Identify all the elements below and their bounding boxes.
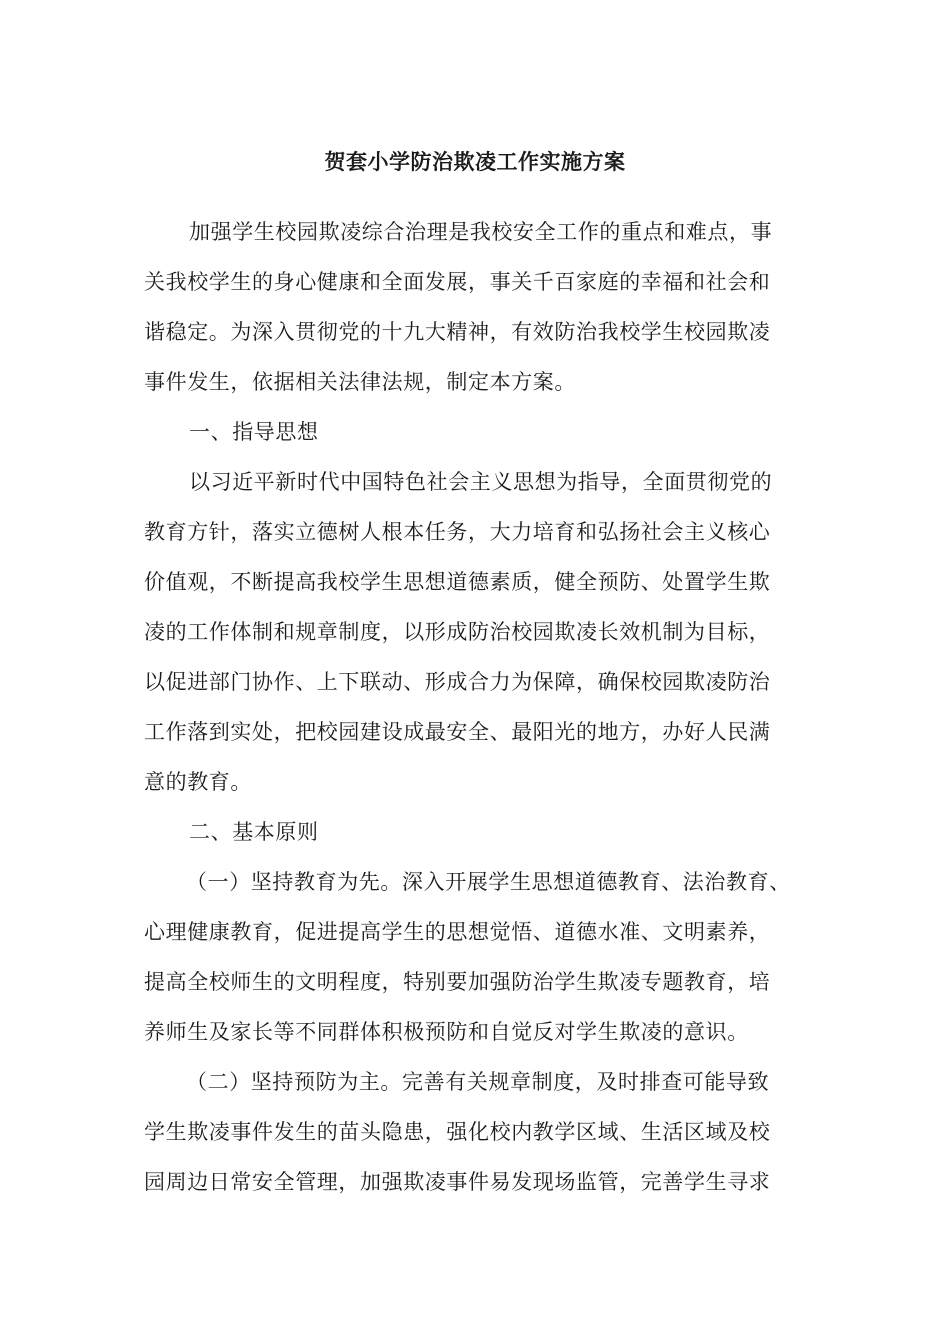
paragraph-line: （一）坚持教育为先。深入开展学生思想道德教育、法治教育、 xyxy=(186,870,791,894)
paragraph-line: 工作落到实处，把校园建设成最安全、最阳光的地方，办好人民满 xyxy=(144,720,771,744)
paragraph-line: 谐稳定。为深入贯彻党的十九大精神，有效防治我校学生校园欺凌 xyxy=(144,320,771,344)
paragraph-line: 教育方针，落实立德树人根本任务，大力培育和弘扬社会主义核心 xyxy=(144,520,771,544)
section-heading: 二、基本原则 xyxy=(189,820,319,844)
paragraph-line: 意的教育。 xyxy=(144,770,252,794)
document-body xyxy=(144,214,824,1214)
paragraph-line: 学生欺凌事件发生的苗头隐患，强化校内教学区域、生活区域及校 xyxy=(144,1120,771,1144)
paragraph-line: 凌的工作体制和规章制度，以形成防治校园欺凌长效机制为目标， xyxy=(144,620,771,644)
paragraph-line: 园周边日常安全管理，加强欺凌事件易发现场监管，完善学生寻求 xyxy=(144,1170,771,1194)
paragraph-line: 价值观，不断提高我校学生思想道德素质，健全预防、处置学生欺 xyxy=(144,570,771,594)
paragraph-line: 加强学生校园欺凌综合治理是我校安全工作的重点和难点，事 xyxy=(189,220,773,244)
document-title: 贺套小学防治欺凌工作实施方案 xyxy=(324,149,626,174)
paragraph-line: 关我校学生的身心健康和全面发展，事关千百家庭的幸福和社会和 xyxy=(144,270,771,294)
section-heading: 一、指导思想 xyxy=(189,420,319,444)
paragraph-line: 心理健康教育，促进提高学生的思想觉悟、道德水准、文明素养， xyxy=(144,920,771,944)
paragraph-line: 以习近平新时代中国特色社会主义思想为指导，全面贯彻党的 xyxy=(189,470,773,494)
paragraph-line: （二）坚持预防为主。完善有关规章制度，及时排查可能导致 xyxy=(186,1070,770,1094)
paragraph-line: 事件发生，依据相关法律法规，制定本方案。 xyxy=(144,370,576,394)
paragraph-line: 提高全校师生的文明程度，特别要加强防治学生欺凌专题教育，培 xyxy=(144,970,771,994)
paragraph-line: 以促进部门协作、上下联动、形成合力为保障，确保校园欺凌防治 xyxy=(144,670,771,694)
paragraph-line: 养师生及家长等不同群体积极预防和自觉反对学生欺凌的意识。 xyxy=(144,1020,749,1044)
